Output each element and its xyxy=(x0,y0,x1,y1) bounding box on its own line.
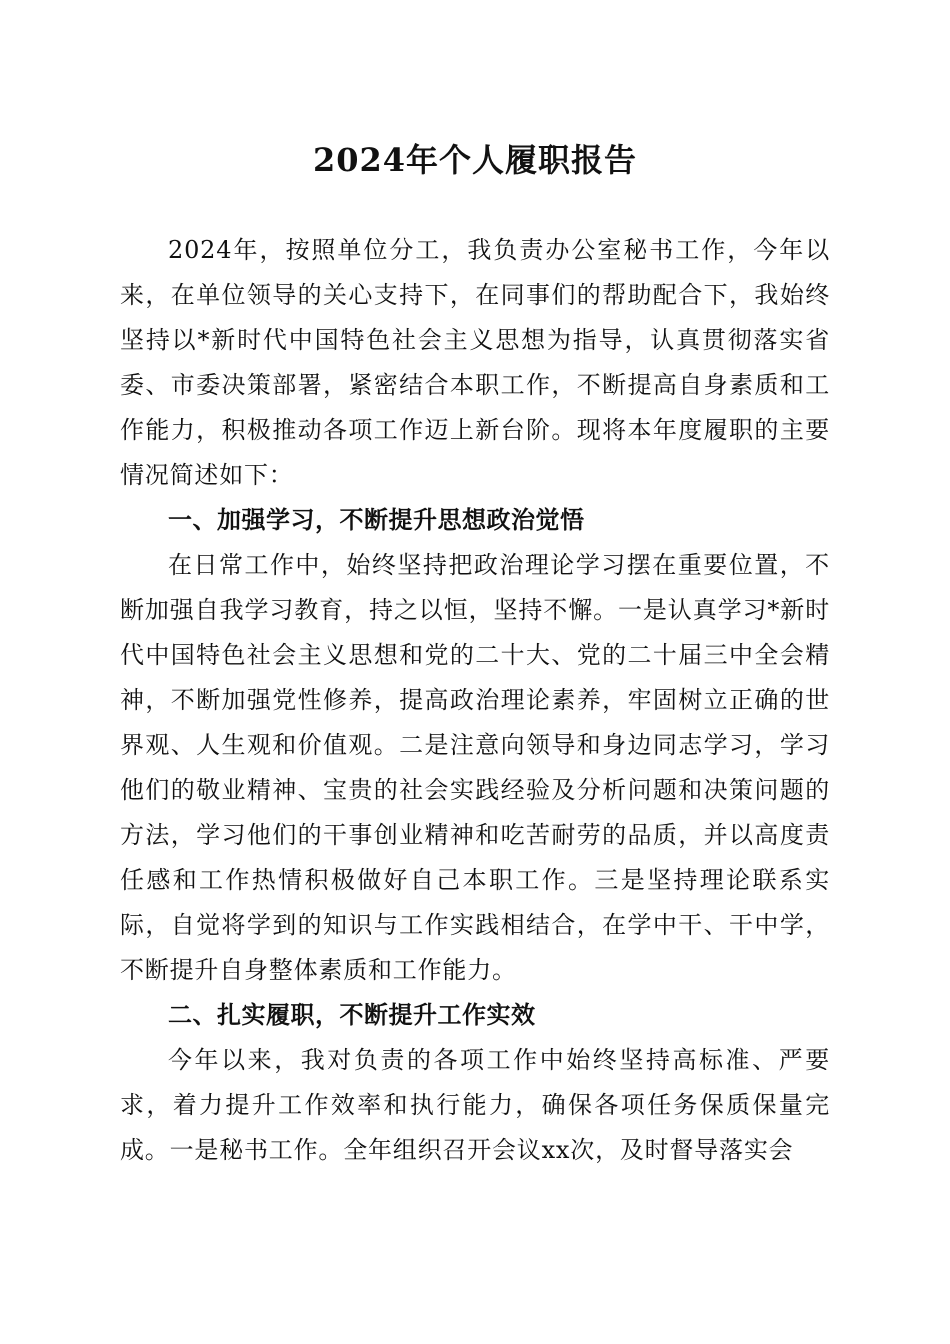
intro-paragraph: 2024年，按照单位分工，我负责办公室秘书工作，今年以来，在单位领导的关心支持下，在同事们的帮助配合下，我始终坚持以*新时代中国特色社会主义思想为指导，认真贯彻落实省委、市委决策部署，紧密结合本职工作，不断提高自身素质和工作能力，积极推动各项工作迈上新台阶。现将本年度履职的主要情况简述如下： xyxy=(120,236,830,489)
document-title: 2024年个人履职报告 xyxy=(312,141,638,179)
document-body xyxy=(120,228,830,1173)
section-2-heading: 二、扎实履职，不断提升工作实效 xyxy=(168,1001,536,1029)
section-2-paragraph: 今年以来，我对负责的各项工作中始终坚持高标准、严要求，着力提升工作效率和执行能力，确保各项任务保质保量完成。一是秘书工作。全年组织召开会议xx次，及时督导落实会 xyxy=(120,1046,830,1164)
section-1-paragraph: 在日常工作中，始终坚持把政治理论学习摆在重要位置，不断加强自我学习教育，持之以恒，坚持不懈。一是认真学习*新时代中国特色社会主义思想和党的二十大、党的二十届三中全会精神，不断加强党性修养，提高政治理论素养，牢固树立正确的世界观、人生观和价值观。二是注意向领导和身边同志学习，学习他们的敬业精神、宝贵的社会实践经验及分析问题和决策问题的方法，学习他们的干事创业精神和吃苦耐劳的品质，并以高度责任感和工作热情积极做好自己本职工作。三是坚持理论联系实际，自觉将学到的知识与工作实践相结合，在学中干、干中学，不断提升自身整体素质和工作能力。 xyxy=(120,551,830,984)
section-1-heading: 一、加强学习，不断提升思想政治觉悟 xyxy=(168,506,585,534)
